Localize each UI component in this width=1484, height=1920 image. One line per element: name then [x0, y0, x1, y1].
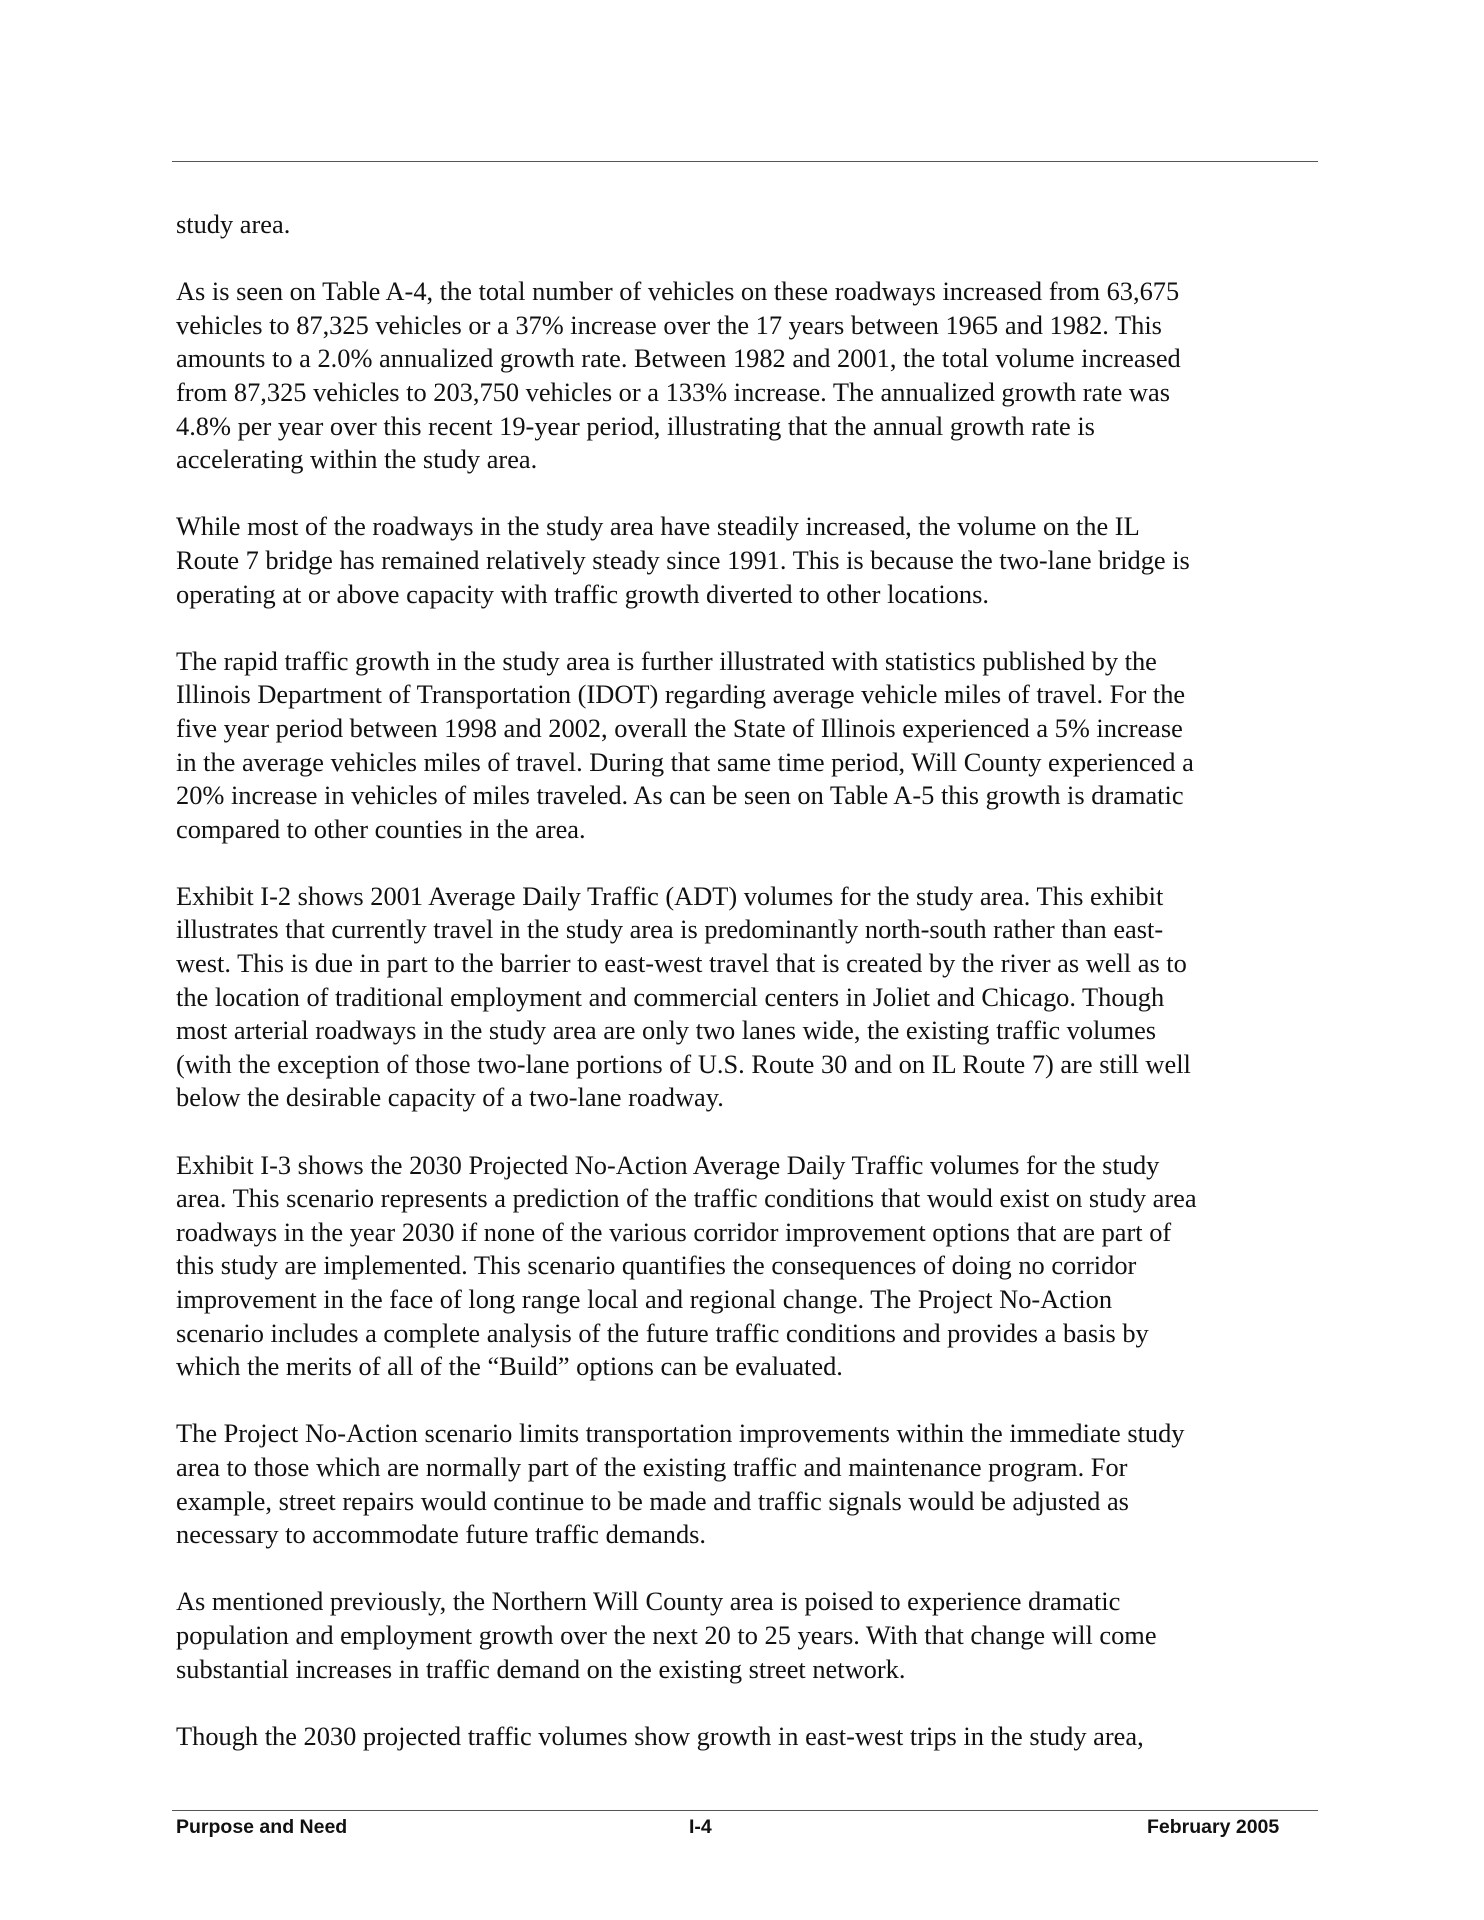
- paragraph: study area.: [176, 209, 291, 239]
- footer-rule: [172, 1810, 1318, 1811]
- paragraph: Exhibit I-2 shows 2001 Average Daily Traffic (ADT) volumes for the study area. This exhibit illustrates that currently travel in the study area is predominantly north-south rather than east- west. This is due in part to the barrier to east-west travel that is created by the river as well as to the location of traditional employment and commercial centers in Joliet and Chicago. Though most arterial roadways in the study area are only two lanes wide, the existing traffic volumes (with the exception of those two-lane portions of U.S. Route 30 and on IL Route 7) are still well below the desirable capacity of a two-lane roadway.: [176, 880, 1191, 1113]
- footer-section-title: Purpose and Need: [176, 1816, 348, 1838]
- paragraph: Though the 2030 projected traffic volumes show growth in east-west trips in the study area,: [176, 1720, 1144, 1751]
- footer-page-number: I-4: [689, 1816, 712, 1838]
- paragraph: The rapid traffic growth in the study area is further illustrated with statistics published by the Illinois Department of Transportation (IDOT) regarding average vehicle miles of travel. For the five year period between 1998 and 2002, overall the State of Illinois experienced a 5% increase in the average vehicles miles of travel. During that same time period, Will County experienced a 20% increase in vehicles of miles traveled. As can be seen on Table A-5 this growth is dramatic compared to other counties in the area.: [176, 645, 1194, 844]
- paragraph: The Project No-Action scenario limits transportation improvements within the immediate study area to those which are normally part of the existing traffic and maintenance program. For example, street repairs would continue to be made and traffic signals would be adjusted as necessary to accommodate future traffic demands.: [176, 1418, 1185, 1550]
- paragraph: As is seen on Table A-4, the total number of vehicles on these roadways increased from 63,675 vehicles to 87,325 vehicles or a 37% increase over the 17 years between 1965 and 1982. This amounts to a 2.0% annualized growth rate. Between 1982 and 2001, the total volume increased from 87,325 vehicles to 203,750 vehicles or a 133% increase. The annualized growth rate was 4.8% per year over this recent 19-year period, illustrating that the annual growth rate is accelerating within the study area.: [176, 276, 1181, 475]
- body-text: [176, 208, 1326, 1787]
- header-rule: [172, 161, 1318, 162]
- paragraph: While most of the roadways in the study area have steadily increased, the volume on the IL Route 7 bridge has remained relatively steady since 1991. This is because the two-lane bridge is operating at or above capacity with traffic growth diverted to other locations.: [176, 511, 1190, 609]
- paragraph: As mentioned previously, the Northern Will County area is poised to experience dramatic population and employment growth over the next 20 to 25 years. With that change will come substantial increases in traffic demand on the existing street network.: [176, 1586, 1157, 1684]
- paragraph: Exhibit I-3 shows the 2030 Projected No-Action Average Daily Traffic volumes for the study area. This scenario represents a prediction of the traffic conditions that would exist on study area roadways in the year 2030 if none of the various corridor improvement options that are part of this study are implemented. This scenario quantifies the consequences of doing no corridor improvement in the face of long range local and regional change. The Project No-Action scenario includes a complete analysis of the future traffic conditions and provides a basis by which the merits of all of the “Build” options can be evaluated.: [176, 1149, 1197, 1382]
- footer-date: February 2005: [1147, 1816, 1280, 1838]
